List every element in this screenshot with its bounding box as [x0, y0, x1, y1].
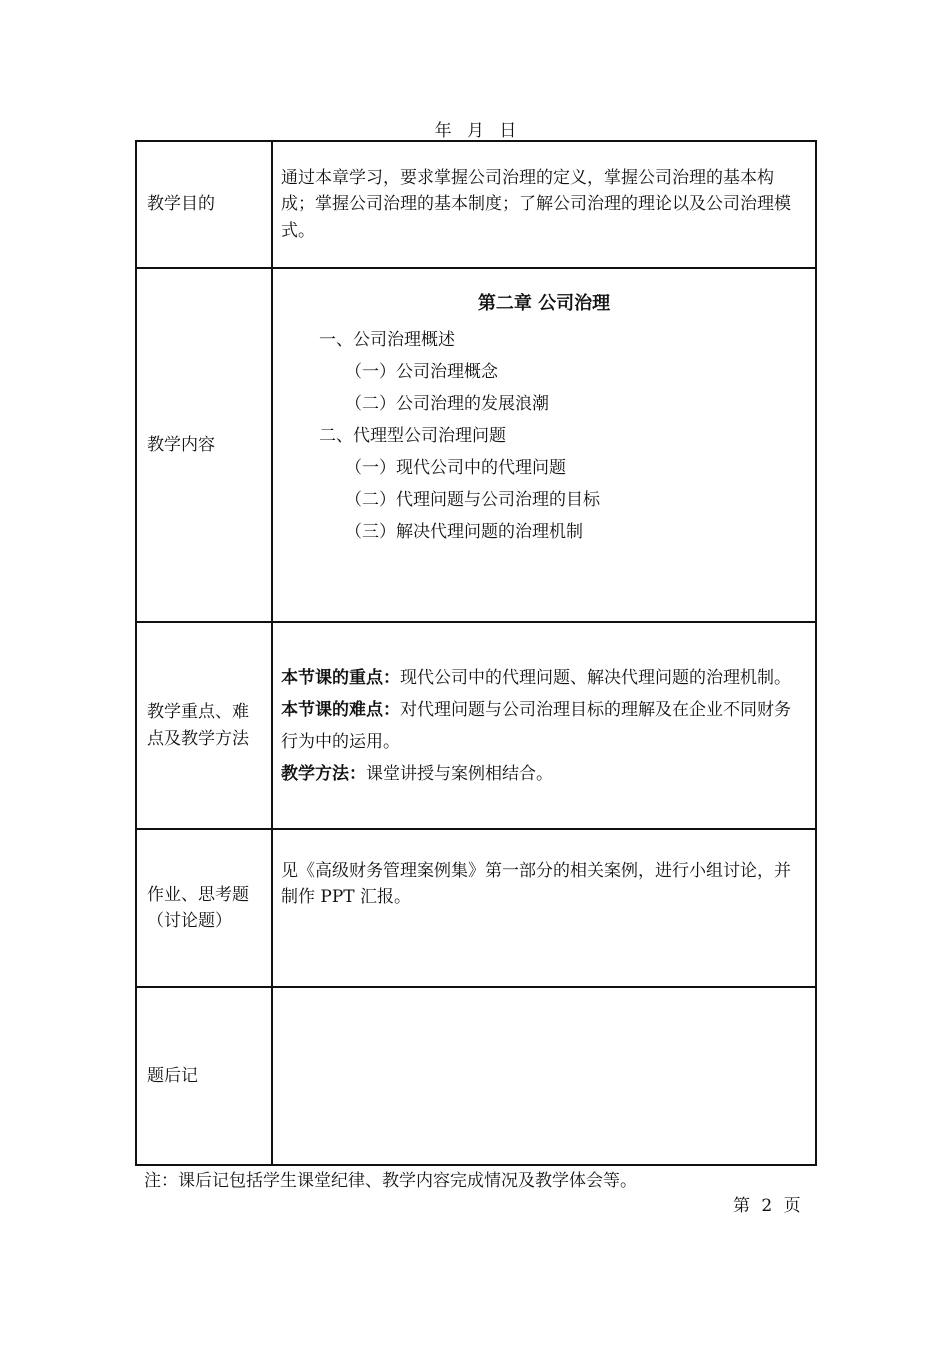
content-row [136, 268, 816, 622]
date-year: 年 [434, 121, 453, 141]
difficulty-label: 本节课的难点： [281, 699, 400, 720]
keypoints-cell [272, 622, 816, 829]
homework-row [136, 829, 816, 987]
content-cell [272, 268, 816, 622]
difficulty-paragraph [281, 694, 807, 758]
date-month: 月 [467, 121, 485, 141]
outline-item: 一、公司治理概述 [319, 329, 455, 350]
keypoints-label: 教学重点、难点及教学方法 [136, 622, 272, 829]
objective-text: 通过本章学习，要求掌握公司治理的定义，掌握公司治理的基本构成；掌握公司治理的基本制度；了解公司治理的理论以及公司治理模式。 [281, 167, 791, 241]
key-point-paragraph [281, 662, 807, 694]
notes-label: 题后记 [136, 987, 272, 1165]
key-point-text: 现代公司中的代理问题、解决代理问题的治理机制。 [400, 667, 791, 688]
outline-item: （三）解决代理问题的治理机制 [345, 521, 583, 542]
objective-row [136, 141, 816, 268]
page-suffix: 页 [783, 1196, 802, 1216]
key-point-label: 本节课的重点： [281, 667, 400, 688]
difficulty-text: 对代理问题与公司治理目标的理解及在企业不同财务行为中的运用。 [281, 699, 791, 752]
method-text: 课堂讲授与案例相结合。 [366, 763, 553, 784]
outline-item: 二、代理型公司治理问题 [319, 425, 506, 446]
date-line [0, 116, 952, 141]
homework-cell [272, 829, 816, 987]
objective-cell [272, 141, 816, 268]
homework-text: 见《高级财务管理案例集》第一部分的相关案例，进行小组讨论，并制作 PPT 汇报。 [281, 860, 791, 907]
chapter-title: 第二章 公司治理 [477, 293, 611, 315]
outline-list [319, 324, 807, 548]
outline-item: （一）现代公司中的代理问题 [345, 457, 566, 478]
keypoints-row [136, 622, 816, 829]
method-label: 教学方法： [281, 763, 366, 784]
date-day: 日 [499, 121, 518, 141]
page-number [731, 1191, 804, 1216]
outline-item: （二）代理问题与公司治理的目标 [345, 489, 600, 510]
notes-row [136, 987, 816, 1165]
footer-note: 注：课后记包括学生课堂纪律、教学内容完成情况及教学体会等。 [144, 1171, 637, 1191]
page-number-value: 2 [761, 1196, 774, 1216]
outline-item: （二）公司治理的发展浪潮 [345, 393, 549, 414]
page-prefix: 第 [733, 1196, 751, 1216]
outline-item: （一）公司治理概念 [345, 361, 498, 382]
lesson-plan-table [135, 140, 817, 1166]
notes-cell [272, 987, 816, 1165]
objective-label: 教学目的 [136, 141, 272, 268]
method-paragraph [281, 758, 807, 790]
content-label: 教学内容 [136, 268, 272, 622]
homework-label: 作业、思考题（讨论题） [136, 829, 272, 987]
